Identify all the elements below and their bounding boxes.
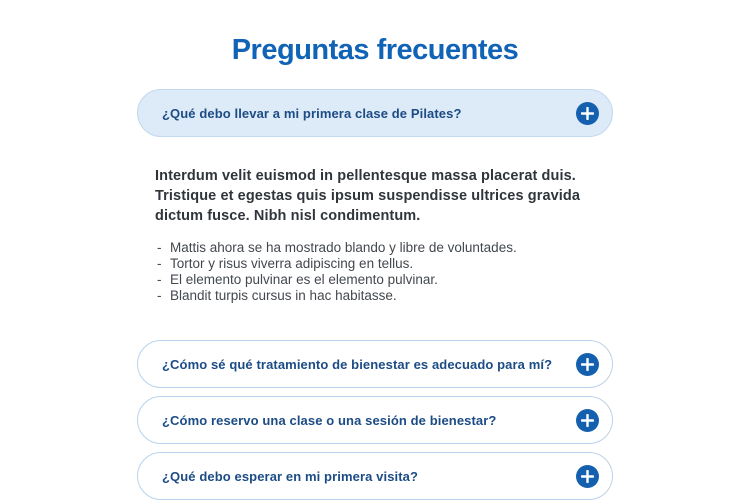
faq-item[interactable]: [137, 452, 613, 500]
plus-icon: [581, 470, 594, 483]
faq-question-label: ¿Cómo sé qué tratamiento de bienestar es adecuado para mí?: [162, 356, 553, 372]
answer-bullet: - El elemento pulvinar es el elemento pulvinar.: [157, 272, 605, 288]
faq-question-label: ¿Cómo reservo una clase o una sesión de bienestar?: [162, 412, 497, 428]
answer-bullet: - Mattis ahora se ha mostrado blando y libre de voluntades.: [157, 240, 605, 256]
expand-toggle-button[interactable]: [576, 102, 599, 125]
faq-item[interactable]: [137, 340, 613, 388]
faq-question-label: ¿Qué debo llevar a mi primera clase de Pilates?: [162, 105, 462, 121]
faq-question-label: ¿Qué debo esperar en mi primera visita?: [162, 468, 419, 484]
plus-icon: [581, 107, 594, 120]
expand-toggle-button[interactable]: [576, 409, 599, 432]
plus-icon: [581, 414, 594, 427]
answer-bullet: - Tortor y risus viverra adipiscing en tellus.: [157, 256, 605, 272]
answer-bullet-list: [155, 240, 605, 304]
expand-toggle-button[interactable]: [576, 465, 599, 488]
faq-item[interactable]: [137, 396, 613, 444]
faq-item[interactable]: [137, 89, 613, 137]
faq-container: [137, 0, 613, 500]
expand-toggle-button[interactable]: [576, 353, 599, 376]
faq-answer: [137, 145, 613, 304]
plus-icon: [581, 358, 594, 371]
answer-bullet: - Blandit turpis cursus in hac habitasse.: [157, 288, 605, 304]
page-title: Preguntas frecuentes: [231, 34, 519, 66]
answer-paragraph: Interdum velit euismod in pellentesque massa placerat duis. Tristique et egestas quis ipsum suspendisse ultrices gravida dictum fusce. Nibh nisl condimentum.: [155, 168, 581, 224]
faq-accordion: [137, 89, 613, 500]
